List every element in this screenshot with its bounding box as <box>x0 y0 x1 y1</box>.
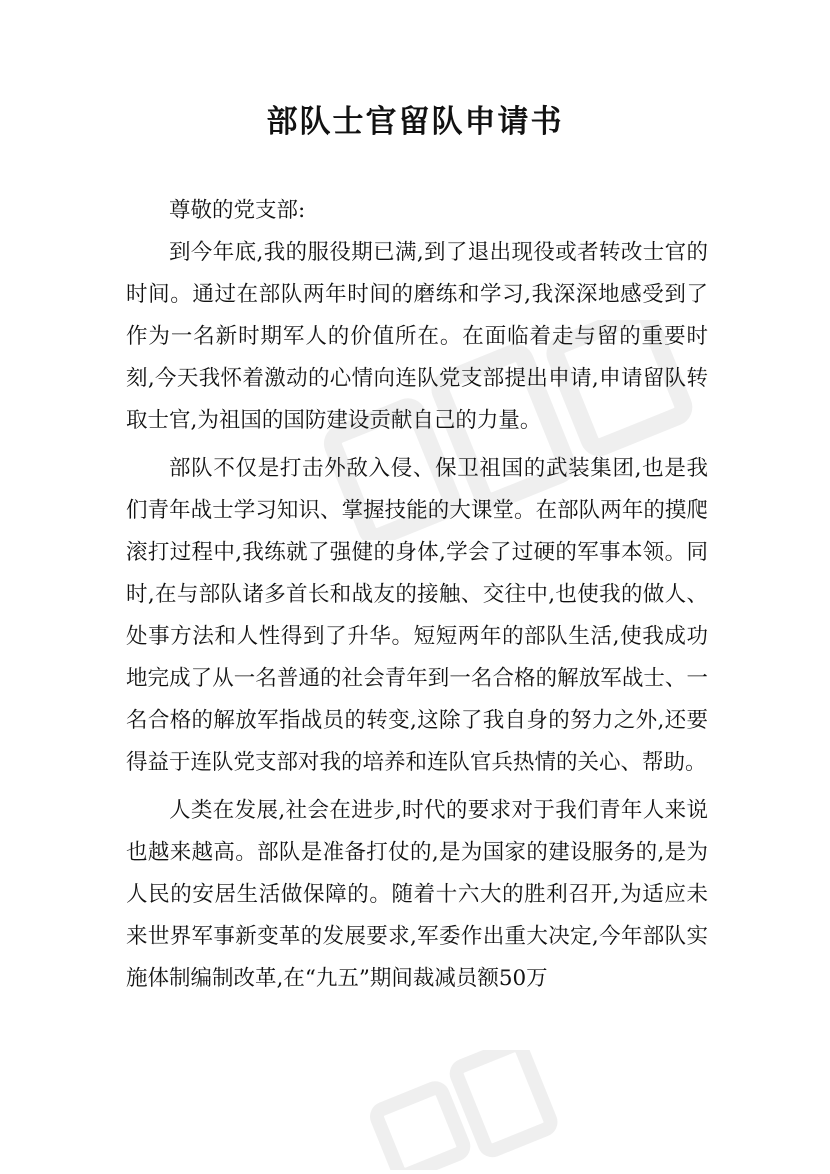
watermark-fragment-icon <box>360 1050 560 1170</box>
paragraph-2: 部队不仅是打击外敌入侵、保卫祖国的武装集团,也是我们青年战士学习知识、掌握技能的大课堂。在部队两年的摸爬滚打过程中,我练就了强健的身体,学会了过硬的军事本领。同时,在与部队诸多首长和战友的接触、交往中,也使我的做人、处事方法和人性得到了升华。短短两年的部队生活,使我成功地完成了从一名普通的社会青年到一名合格的解放军战士、一名合格的解放军指战员的转变,这除了我自身的努力之外,还要得益于连队党支部对我的培养和连队官兵热情的关心、帮助。 <box>126 456 708 775</box>
document-title: 部队士官留队申请书 <box>266 104 564 140</box>
document-body <box>126 190 708 1006</box>
greeting: 尊敬的党支部: <box>169 198 306 223</box>
paragraph-3: 人类在发展,社会在进步,时代的要求对于我们青年人来说也越来越高。部队是准备打仗的,是为国家的建设服务的,是为人民的安居生活做保障的。随着十六大的胜利召开,为适应未来世界军事新变革的发展要求,军委作出重大决定,今年部队实施体制编制改革,在“九五”期间裁减员额50万 <box>126 798 708 991</box>
paragraph-1: 到今年底,我的服役期已满,到了退出现役或者转改士官的时间。通过在部队两年时间的磨练和学习,我深深地感受到了作为一名新时期军人的价值所在。在面临着走与留的重要时刻,今天我怀着激动的心情向连队党支部提出申请,申请留队转取士官,为祖国的国防建设贡献自己的力量。 <box>126 240 708 433</box>
